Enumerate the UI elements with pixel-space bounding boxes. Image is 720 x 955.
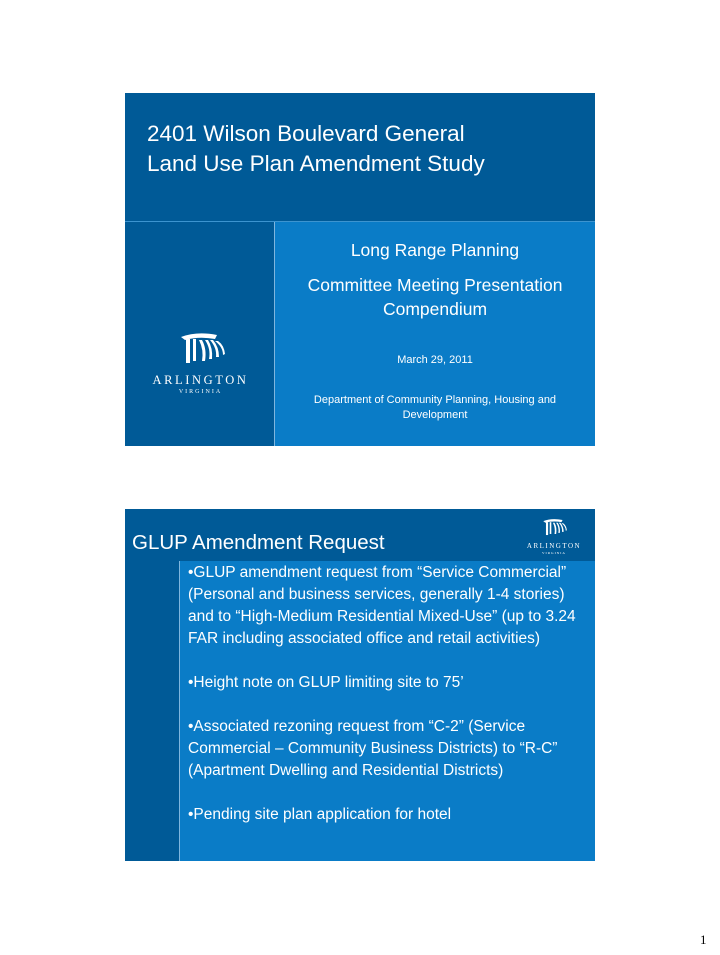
logo-wordmark: ARLINGTON xyxy=(526,542,582,550)
arlington-logo xyxy=(517,517,591,555)
subtitle-line-1: Long Range Planning xyxy=(350,240,520,260)
title-slide xyxy=(125,93,595,446)
title-line-2: Land Use Plan Amendment Study xyxy=(147,151,485,176)
slide-header xyxy=(125,509,595,561)
logo-panel xyxy=(125,222,275,446)
bullet-item: •Associated rezoning request from “C-2” (Service Commercial – Community Business Districts) to “R-C” (Apartment Dwelling and Residential Districts) xyxy=(188,718,558,779)
presentation-date: March 29, 2011 xyxy=(397,354,473,366)
bullet-item: •Height note on GLUP limiting site to 75’ xyxy=(188,674,464,691)
subtitle-line-2: Committee Meeting Presentation Compendium xyxy=(307,275,563,319)
logo-subtitle: VIRGINIA xyxy=(542,551,566,555)
bullet-item: •Pending site plan application for hotel xyxy=(188,806,452,823)
bullet-item: •GLUP amendment request from “Service Commercial” (Personal and business services, generally 1-4 stories) and to “High-Medium Residential Mixed-Use” (up to 3.24 FAR including associated office and retail activities) xyxy=(188,564,576,647)
title-band xyxy=(125,93,595,222)
slide-title xyxy=(147,119,485,179)
title-line-1: 2401 Wilson Boulevard General xyxy=(147,121,465,146)
arlington-logo-icon xyxy=(539,517,569,537)
subtitle-panel xyxy=(275,222,595,446)
page-number: 1 xyxy=(700,932,707,947)
department-name: Department of Community Planning, Housing and Development xyxy=(313,394,557,421)
logo-wordmark: ARLINGTON xyxy=(152,373,249,387)
logo-subtitle: VIRGINIA xyxy=(178,389,223,395)
content-slide xyxy=(125,509,595,861)
arlington-logo xyxy=(133,330,268,395)
slide-title: GLUP Amendment Request xyxy=(132,531,385,554)
bullet-list xyxy=(188,562,592,848)
arlington-logo-icon xyxy=(173,330,229,366)
left-accent-bar xyxy=(125,561,180,861)
